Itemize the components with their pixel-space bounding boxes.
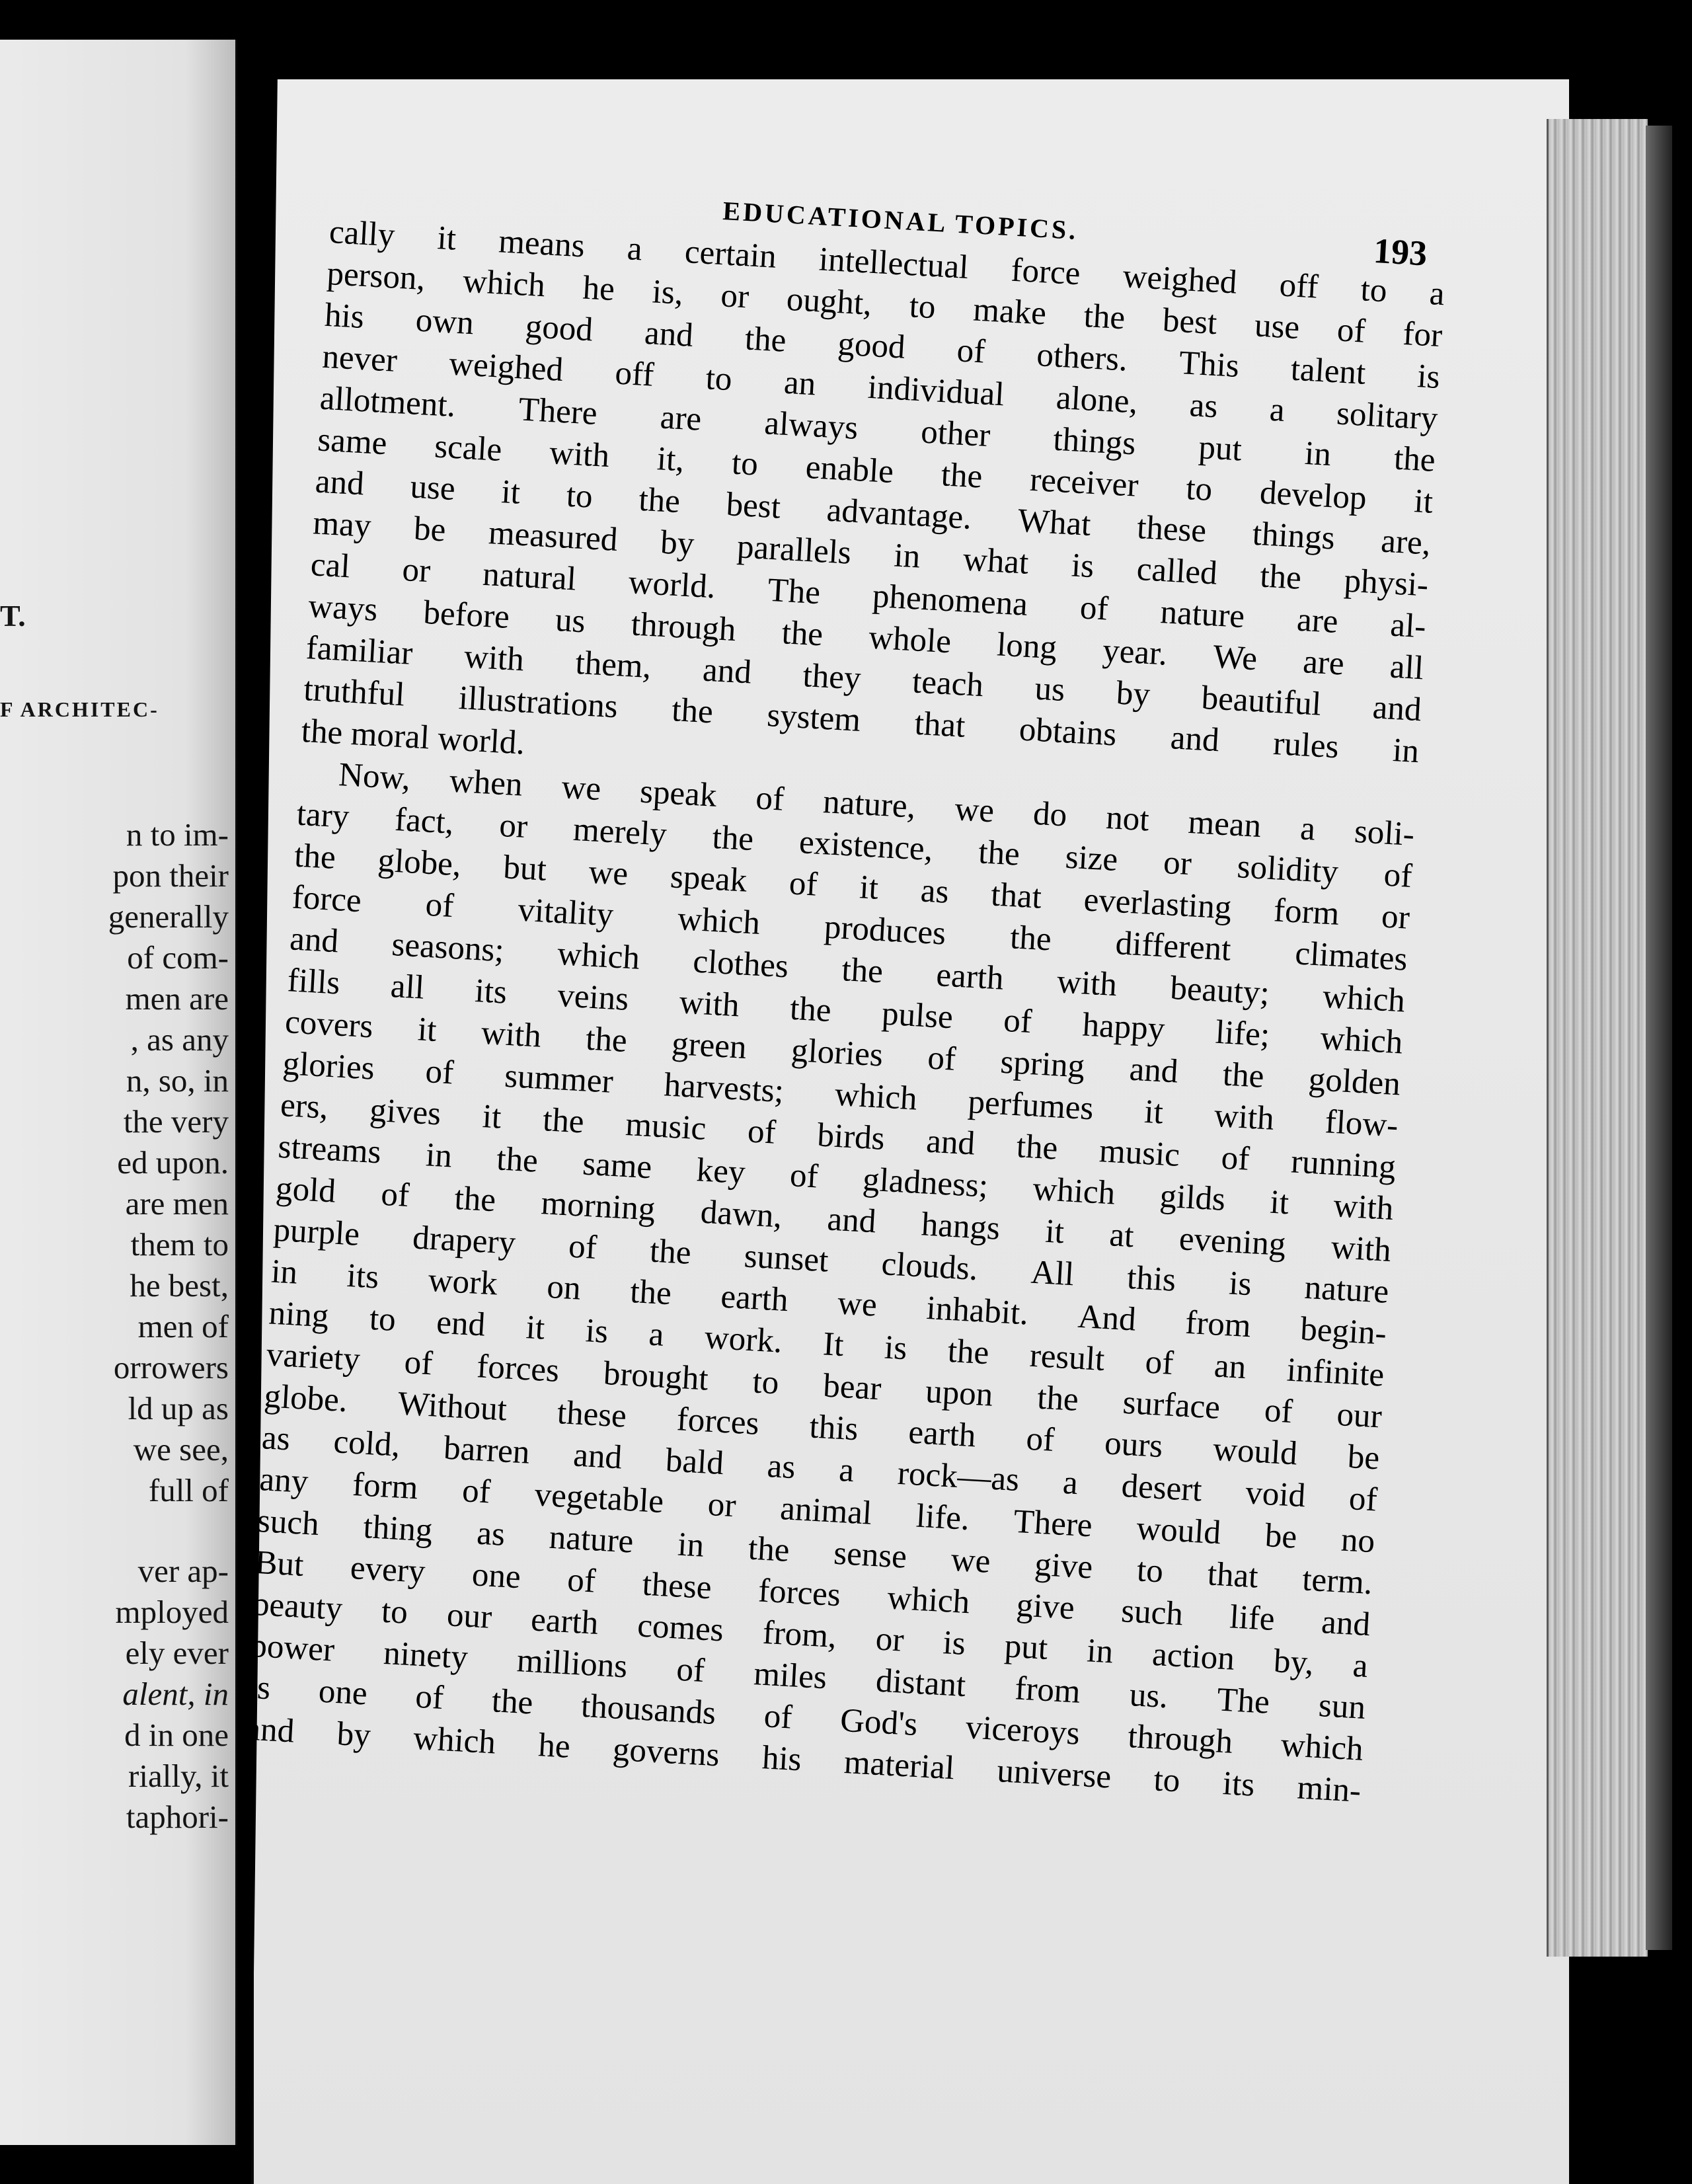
text-line: cal or natural world. The phenomena of nature are al-: [309, 546, 1427, 646]
left-page-line: ed upon.: [117, 1144, 229, 1181]
left-page-line: n to im-: [126, 816, 229, 853]
left-page-line: taphori-: [126, 1799, 229, 1835]
text-line: But every one of these forces which give such life and: [254, 1543, 1371, 1644]
left-page-line: orrowers: [113, 1349, 229, 1385]
text-line: ways before us through the whole long year. We are all: [307, 588, 1425, 687]
left-page-line: ld up as: [128, 1390, 229, 1426]
text-line: any form of vegetable or animal life. There would be no: [258, 1461, 1376, 1561]
left-page-line: of com-: [127, 939, 229, 976]
text-line: gold of the morning dawn, and hangs it at evening with: [274, 1169, 1393, 1269]
text-line: familiar with them, and they teach us by beautiful and: [305, 629, 1422, 729]
left-page: [0, 40, 237, 2145]
text-line: covers it with the green glories of spring and the golden: [284, 1003, 1402, 1103]
left-page-line: men of: [137, 1308, 229, 1345]
left-page-line: alent, in: [122, 1676, 229, 1712]
text-line: and seasons; which clothes the earth with beauty; which: [288, 920, 1406, 1020]
left-page-content: [0, 40, 235, 2145]
book-edge-shadow: [1646, 126, 1672, 1950]
text-line: and by which he governs his material universe to its min-: [245, 1710, 1362, 1810]
left-page-line: d in one: [124, 1717, 229, 1753]
text-line: never weighed off to an individual alone, as a solitary: [321, 338, 1439, 438]
left-page-line: n, so, in: [126, 1062, 229, 1099]
body-text: [245, 212, 1445, 1813]
text-line: as cold, barren and bald as a rock—as a desert void of: [260, 1419, 1379, 1519]
text-line: Now, when we speak of nature, we do not mean a soli-: [337, 756, 1416, 853]
left-page-line: them to: [130, 1226, 229, 1263]
left-page-line: the very: [123, 1103, 229, 1140]
page-number: 193: [1372, 230, 1428, 274]
left-page-heading-fragment: T.: [0, 599, 26, 633]
text-line: variety of forces brought to bear upon the surface of our: [265, 1336, 1383, 1436]
text-line: streams in the same key of gladness; which gilds it with: [277, 1128, 1395, 1228]
text-line: cally it means a certain intellectual force weighed off to a: [328, 213, 1446, 313]
text-line: globe. Without these forces this earth of ours would be: [263, 1378, 1381, 1477]
text-line: the globe, but we speak of it as that everlasting form or: [293, 837, 1411, 937]
left-page-line: he best,: [130, 1267, 229, 1304]
text-line: person, which he is, or ought, to make the best use of for: [326, 254, 1443, 355]
text-line: and use it to the best advantage. What these things are,: [314, 463, 1432, 563]
text-line: ning to end it is a work. It is the result of an infinite: [268, 1294, 1385, 1394]
left-page-subheading-fragment: F ARCHITEC-: [0, 697, 159, 721]
text-line: tary fact, or merely the existence, the size or solidity of: [295, 795, 1413, 895]
left-page-line: rially, it: [128, 1758, 229, 1794]
text-line: the moral world.: [300, 712, 526, 762]
text-line: allotment. There are always other things put in the: [319, 379, 1437, 479]
left-page-line: , as any: [130, 1021, 229, 1058]
text-line: his own good and the good of others. This talent is: [323, 296, 1442, 397]
left-page-line: ely ever: [125, 1635, 229, 1671]
left-page-line: mployed: [115, 1594, 229, 1630]
left-page-line: are men: [125, 1185, 229, 1222]
text-line: such thing as nature in the sense we give to that term.: [256, 1502, 1374, 1602]
left-page-line: full of: [148, 1472, 229, 1508]
text-line: force of vitality which produces the different climates: [291, 878, 1408, 978]
running-head: EDUCATIONAL TOPICS.: [722, 195, 1079, 245]
text-line: same scale with it, to enable the receiver to develop it: [317, 421, 1434, 521]
text-line: may be measured by parallels in what is called the physi-: [312, 504, 1430, 604]
text-line: fills all its veins with the pulse of happy life; which: [286, 962, 1404, 1062]
text-line: purple drapery of the sunset clouds. All this is nature: [272, 1211, 1390, 1311]
text-line: is one of the thousands of God's viceroys through which: [247, 1668, 1365, 1768]
left-page-line: men are: [125, 980, 229, 1017]
left-page-line: pon their: [112, 857, 229, 894]
text-line: truthful illustrations the system that obtains and rules in: [303, 670, 1420, 771]
left-page-line: we see,: [133, 1431, 229, 1467]
book-page-edges: [1547, 119, 1648, 1957]
text-line: beauty to our earth comes from, or is put in action by, a: [251, 1585, 1369, 1685]
text-line: in its work on the earth we inhabit. And from begin-: [270, 1253, 1388, 1352]
text-line: power ninety millions of miles distant from us. The sun: [249, 1627, 1367, 1727]
paragraph-2: [245, 752, 1416, 1813]
text-line: ers, gives it the music of birds and the music of running: [279, 1086, 1397, 1187]
left-page-line: ver ap-: [137, 1553, 229, 1589]
left-page-line: generally: [108, 898, 229, 935]
paragraph-1: [300, 212, 1445, 814]
text-line: glories of summer harvests; which perfumes it with flow-: [282, 1045, 1399, 1145]
